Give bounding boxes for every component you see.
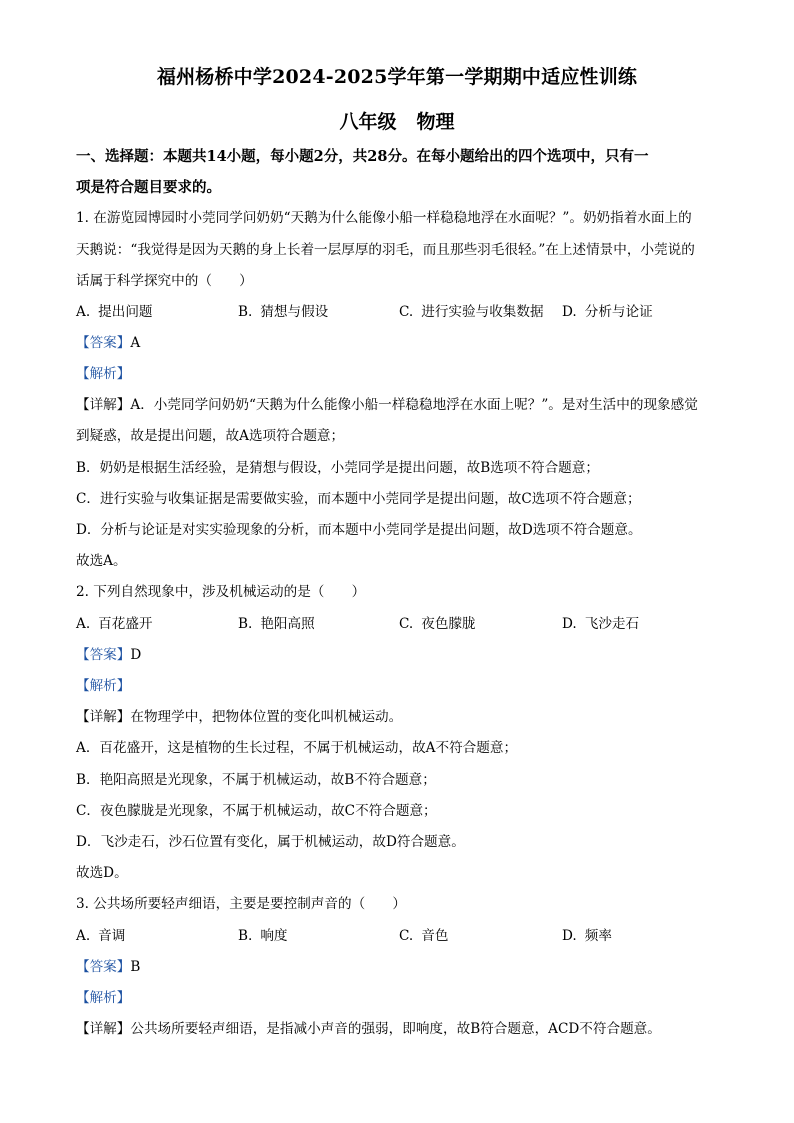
answer-line <box>76 957 726 977</box>
detail-line: 故选D。 <box>76 865 128 881</box>
option-b: B. 艳阳高照 <box>238 616 315 632</box>
answer-value: D <box>130 647 142 663</box>
detail-tag: 【详解】 <box>76 709 131 725</box>
exam-title: 福州杨桥中学2024-2025学年第一学期期中适应性训练 <box>156 66 638 88</box>
option-a: A. 提出问题 <box>76 304 153 320</box>
grade-label: 八年级 <box>339 111 397 133</box>
analysis-tag: 【解析】 <box>76 366 131 382</box>
detail-tag: 【详解】 <box>76 397 131 413</box>
detail-line: 到疑惑，故是提出问题，故A选项符合题意； <box>76 428 345 444</box>
option-d: D. 频率 <box>562 928 612 944</box>
detail-line: C．夜色朦胧是光现象，不属于机械运动，故C不符合题意； <box>76 803 437 819</box>
option-d: D. 分析与论证 <box>562 304 653 320</box>
detail-line: 【详解】A．小莞同学问奶奶“天鹅为什么能像小船一样稳稳地浮在水面上呢？”。是对生活中的现象感觉 <box>76 397 698 413</box>
question-stem-line: 天鹅说：“我觉得是因为天鹅的身上长着一层厚厚的羽毛，而且那些羽毛很轻。”在上述情景中，小莞说的 <box>76 242 695 258</box>
question-stem-line: 1. 在游览园博园时小莞同学问奶奶“天鹅为什么能像小船一样稳稳地浮在水面呢？”。奶奶指着水面上的 <box>76 210 692 226</box>
detail-line: D．飞沙走石，沙石位置有变化，属于机械运动，故D符合题意。 <box>76 834 465 850</box>
answer-line <box>76 333 726 353</box>
option-b: B. 猜想与假设 <box>238 304 329 320</box>
answer-tag: 【答案】 <box>76 647 131 663</box>
section-heading <box>76 141 722 203</box>
detail-line: B．艳阳高照是光现象，不属于机械运动，故B不符合题意； <box>76 772 436 788</box>
answer-value: B <box>130 959 141 975</box>
option-b: B. 响度 <box>238 928 288 944</box>
option-c: C. 进行实验与收集数据 <box>399 304 544 320</box>
detail-line: B．奶奶是根据生活经验，是猜想与假设，小莞同学是提出问题，故B选项不符合题意； <box>76 460 599 476</box>
answer-tag: 【答案】 <box>76 335 131 351</box>
detail-line: D．分析与论证是对实实验现象的分析，而本题中小莞同学是提出问题，故D选项不符合题意。 <box>76 522 642 538</box>
option-a: A. 音调 <box>76 928 126 944</box>
answer-line <box>76 645 726 665</box>
subject-label: 物理 <box>416 111 455 133</box>
detail-line: C．进行实验与收集证据是需要做实验，而本题中小莞同学是提出问题，故C选项不符合题意； <box>76 491 641 507</box>
question-stem-line: 话属于科学探究中的（ ） <box>76 273 253 289</box>
exam-subtitle <box>0 107 794 134</box>
question-stem-line: 2. 下列自然现象中，涉及机械运动的是（ ） <box>76 584 366 600</box>
detail-line: 【详解】公共场所要轻声细语，是指减小声音的强弱，即响度，故B符合题意，ACD不符合题意。 <box>76 1021 661 1037</box>
question-stem-line: 3. 公共场所要轻声细语，主要是要控制声音的（ ） <box>76 896 406 912</box>
section-heading-line: 一、选择题：本题共14小题，每小题2分，共28分。在每小题给出的四个选项中，只有一 <box>76 148 649 165</box>
answer-value: A <box>130 335 141 351</box>
detail-line: A．百花盛开，这是植物的生长过程，不属于机械运动，故A不符合题意； <box>76 740 518 756</box>
detail-line: 【详解】在物理学中，把物体位置的变化叫机械运动。 <box>76 709 403 725</box>
analysis-tag: 【解析】 <box>76 678 131 694</box>
option-c: C. 夜色朦胧 <box>399 616 476 632</box>
analysis-tag: 【解析】 <box>76 990 131 1006</box>
detail-tag: 【详解】 <box>76 1021 131 1037</box>
section-heading-line: 项是符合题目要求的。 <box>76 179 221 196</box>
answer-tag: 【答案】 <box>76 959 131 975</box>
detail-line: 故选A。 <box>76 553 127 569</box>
option-c: C. 音色 <box>399 928 449 944</box>
option-d: D. 飞沙走石 <box>562 616 640 632</box>
option-a: A. 百花盛开 <box>76 616 153 632</box>
